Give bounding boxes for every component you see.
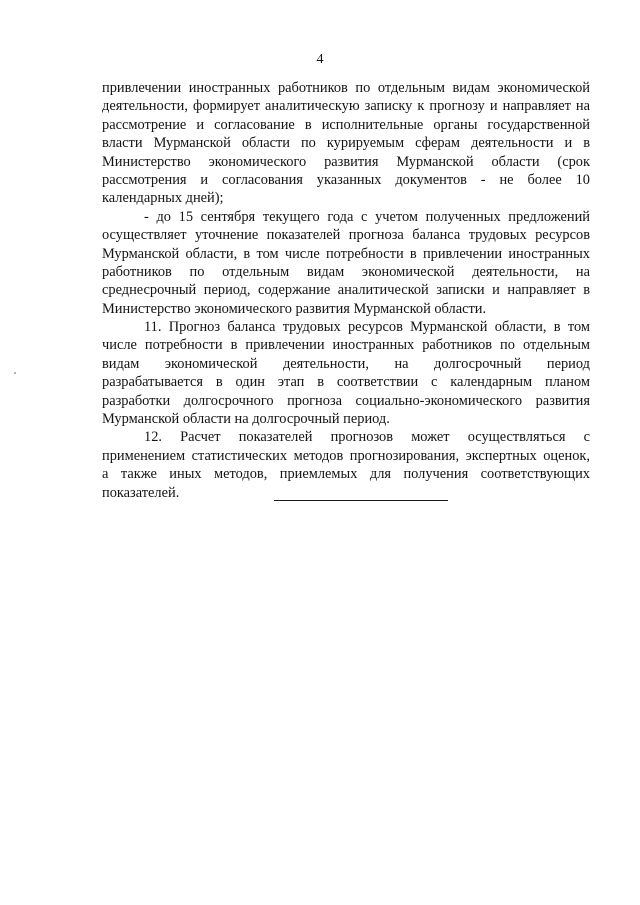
text-line: Мурманской области, в том числе потребности в привлечении иностранных xyxy=(102,245,590,262)
text-line: числе потребности в привлечении иностранных работников по отдельным xyxy=(102,337,590,354)
paragraph-item-12 xyxy=(102,428,590,502)
text-line: показателей. xyxy=(102,484,180,501)
text-line: Мурманской области на долгосрочный период. xyxy=(102,411,390,428)
text-line: Министерство экономического развития Мурманской области (срок xyxy=(102,153,590,170)
page-number: 4 xyxy=(316,52,324,67)
text-line: разработки долгосрочного прогноза социально-экономического развития xyxy=(102,392,590,409)
text-line: - до 15 сентября текущего года с учетом полученных предложений xyxy=(144,208,590,225)
paragraph-continuation xyxy=(102,79,590,208)
text-line: привлечении иностранных работников по отдельным видам экономической xyxy=(102,80,590,96)
text-line: календарных дней); xyxy=(102,190,224,207)
text-line: видам экономической деятельности, на долгосрочный период xyxy=(102,355,590,372)
scan-speck xyxy=(14,372,16,374)
text-line: Министерство экономического развития Мурманской области. xyxy=(102,300,487,317)
text-line: 11. Прогноз баланса трудовых ресурсов Мурманской области, в том xyxy=(144,319,590,336)
text-line: власти Мурманской области по курируемым сферам деятельности и в xyxy=(102,135,590,152)
text-line: а также иных методов, приемлемых для получения соответствующих xyxy=(102,466,590,483)
document-body xyxy=(102,79,590,502)
text-line: среднесрочный период, содержание аналитической записки и направляет в xyxy=(102,282,590,299)
text-line: деятельности, формирует аналитическую записку к прогнозу и направляет на xyxy=(102,98,590,115)
closing-rule xyxy=(274,500,448,501)
paragraph-item-11 xyxy=(102,318,590,428)
text-line: рассмотрения и согласования указанных документов - не более 10 xyxy=(102,171,590,188)
text-line: 12. Расчет показателей прогнозов может осуществляться с xyxy=(144,429,590,446)
text-line: работников по отдельным видам экономической деятельности, на xyxy=(102,263,590,280)
text-line: разрабатывается в один этап в соответствии с календарным планом xyxy=(102,374,590,391)
text-line: рассмотрение и согласование в исполнительные органы государственной xyxy=(102,116,590,133)
text-line: применением статистических методов прогнозирования, экспертных оценок, xyxy=(102,447,590,464)
text-line: осуществляет уточнение показателей прогноза баланса трудовых ресурсов xyxy=(102,227,590,244)
paragraph-september-15 xyxy=(102,208,590,318)
